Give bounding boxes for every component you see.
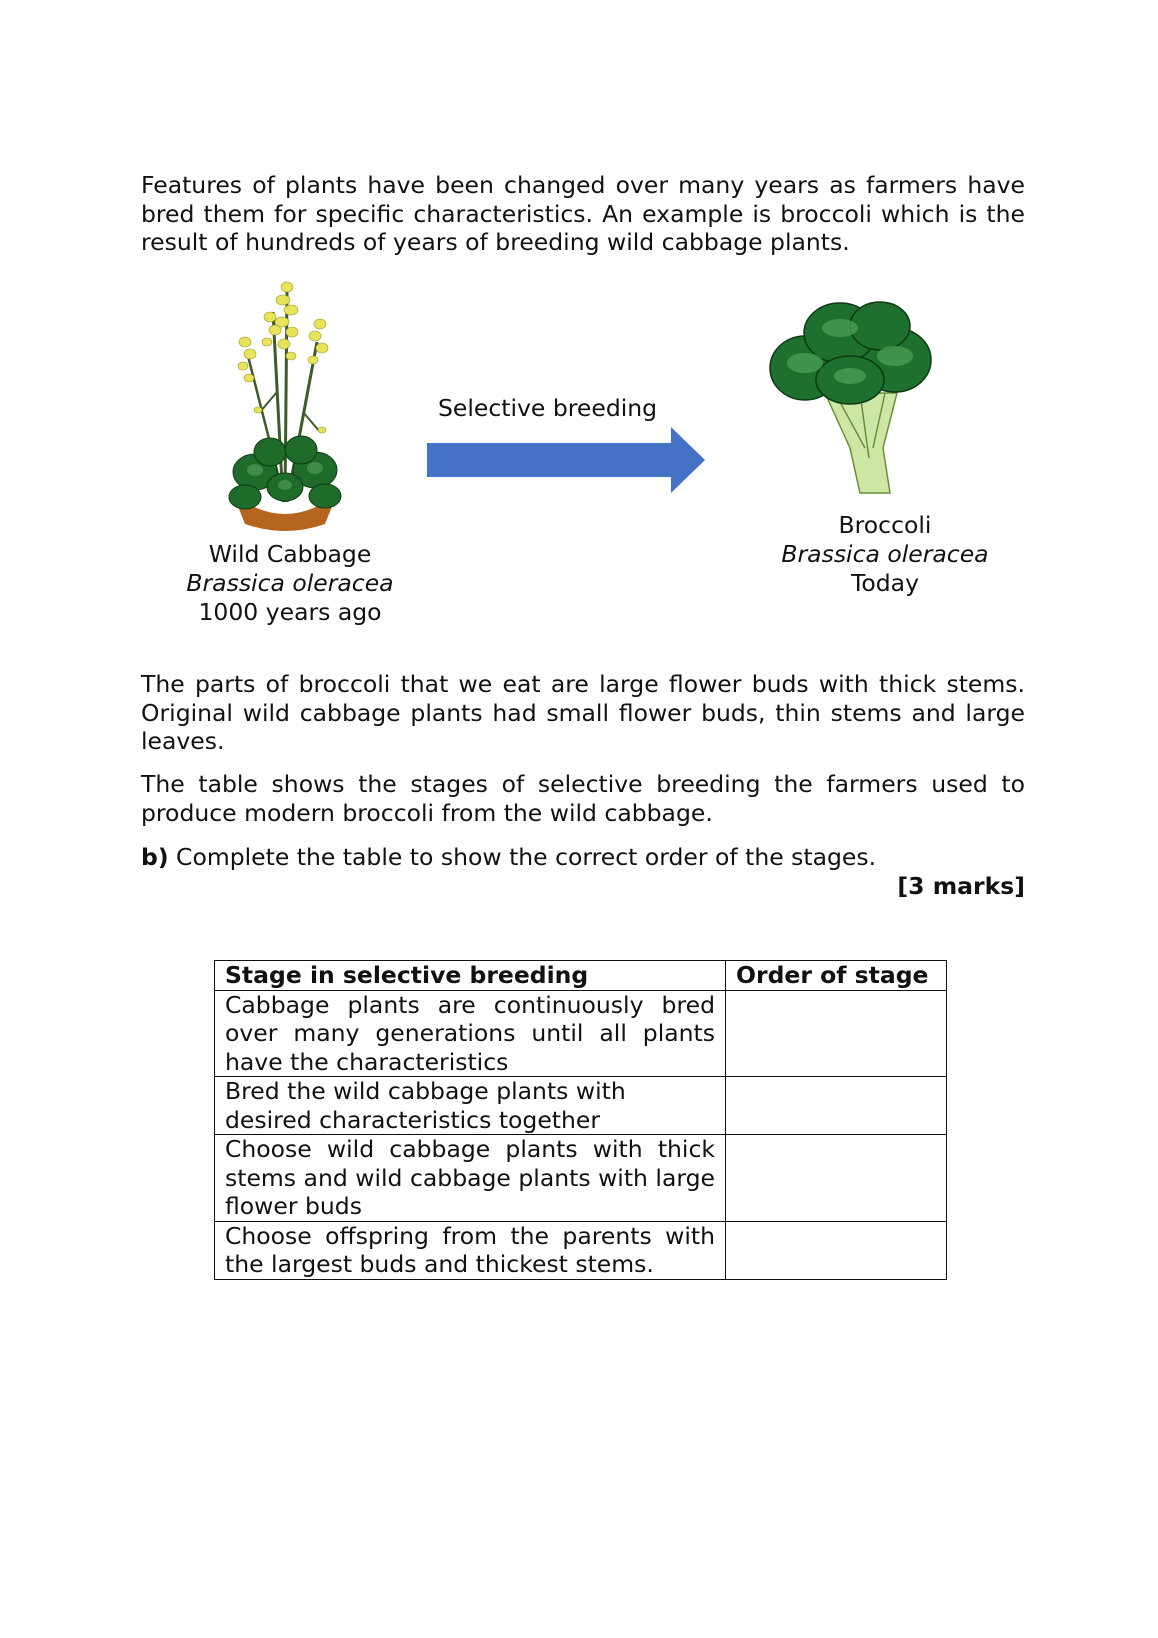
wild-cabbage-caption	[160, 540, 420, 627]
stages-table	[214, 960, 947, 1280]
stage-cell: Bred the wild cabbage plants with desired characteristics together	[215, 1077, 726, 1135]
question-b	[141, 843, 1025, 872]
wild-cabbage-image	[225, 272, 345, 537]
question-text: Complete the table to show the correct order of the stages.	[176, 843, 877, 871]
question-label: b)	[141, 843, 169, 871]
stage-header: Stage in selective breeding	[215, 961, 726, 991]
order-answer-cell[interactable]	[726, 1077, 947, 1135]
table-row	[215, 990, 947, 1077]
marks-badge: [3 marks]	[897, 872, 1025, 900]
table-row	[215, 1135, 947, 1222]
broccoli-caption	[735, 511, 1035, 598]
right-arrow-icon	[427, 425, 707, 495]
stage-cell: Choose wild cabbage plants with thick stems and wild cabbage plants with large flower buds	[215, 1135, 726, 1222]
table-row	[215, 1221, 947, 1279]
order-answer-cell[interactable]	[726, 990, 947, 1077]
broccoli-name: Broccoli	[838, 511, 932, 539]
wild-cabbage-species: Brassica oleracea	[186, 569, 394, 597]
selective-breeding-label: Selective breeding	[438, 394, 658, 422]
table-intro-paragraph: The table shows the stages of selective breeding the farmers used to produce modern broccoli from the wild cabbage.	[141, 770, 1025, 827]
order-header: Order of stage	[726, 961, 947, 991]
broccoli-species: Brassica oleracea	[781, 540, 989, 568]
wild-cabbage-name: Wild Cabbage	[208, 540, 372, 568]
wild-cabbage-time: 1000 years ago	[198, 598, 382, 626]
table-header-row	[215, 961, 947, 991]
broccoli-parts-paragraph: The parts of broccoli that we eat are large flower buds with thick stems. Original wild cabbage plants had small flower buds, thin stems and large leaves.	[141, 670, 1025, 755]
broccoli-image	[765, 298, 935, 498]
table-row	[215, 1077, 947, 1135]
order-answer-cell[interactable]	[726, 1135, 947, 1222]
order-answer-cell[interactable]	[726, 1221, 947, 1279]
broccoli-time: Today	[851, 569, 919, 597]
intro-paragraph: Features of plants have been changed over many years as farmers have bred them for specific characteristics. An example is broccoli which is the result of hundreds of years of breeding wild cabbage plants.	[141, 171, 1025, 256]
stage-cell: Cabbage plants are continuously bred over many generations until all plants have the characteristics	[215, 990, 726, 1077]
stage-cell: Choose offspring from the parents with the largest buds and thickest stems.	[215, 1221, 726, 1279]
